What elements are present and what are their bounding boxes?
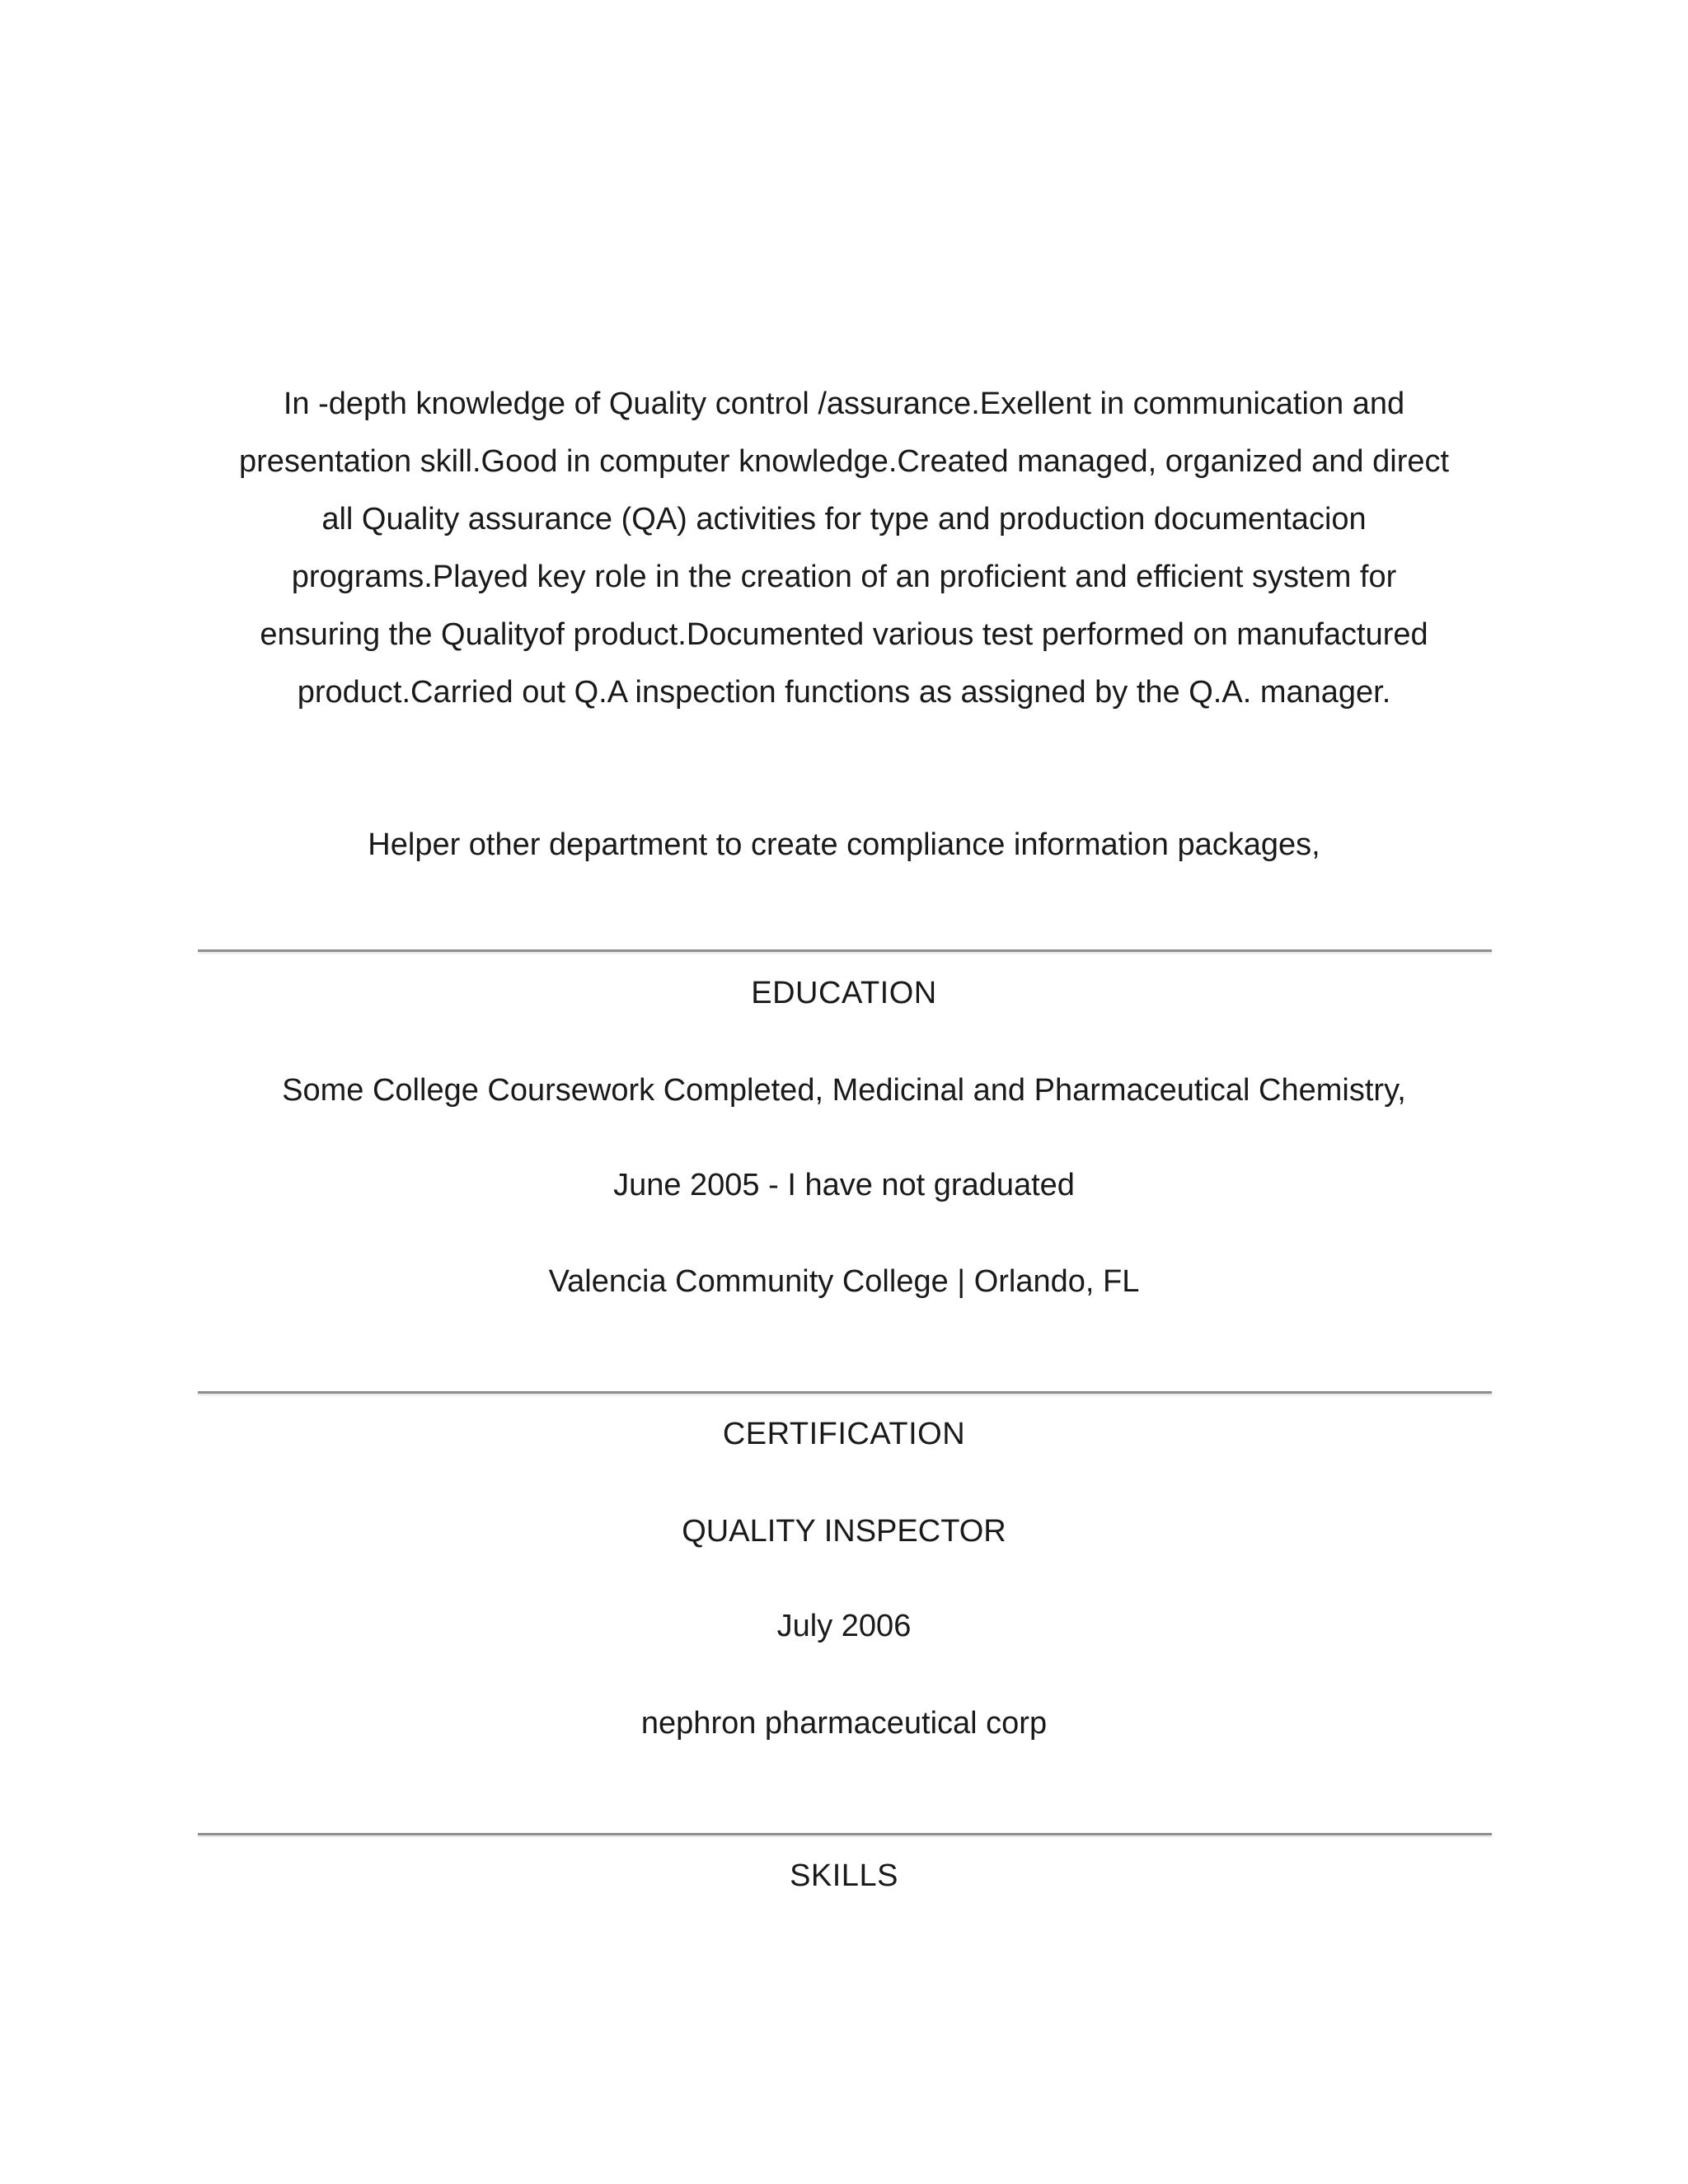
skills-heading: SKILLS	[790, 1858, 898, 1893]
summary-helper-line: Helper other department to create compliance information packages,	[368, 827, 1320, 862]
section-divider	[198, 949, 1492, 952]
summary-line: In -depth knowledge of Quality control /assurance.Exellent in communication and	[283, 387, 1405, 421]
education-school: Valencia Community College | Orlando, FL	[548, 1264, 1140, 1299]
summary-line: programs.Played key role in the creation of an proficient and efficient system for	[291, 560, 1397, 594]
certification-title: QUALITY INSPECTOR	[682, 1514, 1006, 1549]
section-divider	[198, 1391, 1492, 1394]
summary-line: product.Carried out Q.A inspection functions as assigned by the Q.A. manager.	[297, 675, 1391, 710]
certification-issuer: nephron pharmaceutical corp	[640, 1706, 1048, 1741]
section-divider	[198, 1833, 1492, 1835]
summary-line: all Quality assurance (QA) activities for type and production documentacion	[321, 502, 1367, 537]
summary-paragraph	[198, 375, 1490, 721]
education-degree: Some College Coursework Completed, Medicinal and Pharmaceutical Chemistry,	[282, 1073, 1406, 1108]
education-date: June 2005 - I have not graduated	[613, 1168, 1075, 1202]
certification-heading: CERTIFICATION	[722, 1417, 966, 1451]
summary-line: presentation skill.Good in computer knowledge.Created managed, organized and direct	[238, 444, 1450, 479]
summary-line: ensuring the Qualityof product.Documented various test performed on manufactured	[260, 617, 1428, 652]
education-heading: EDUCATION	[751, 976, 937, 1010]
certification-date: July 2006	[776, 1609, 912, 1643]
